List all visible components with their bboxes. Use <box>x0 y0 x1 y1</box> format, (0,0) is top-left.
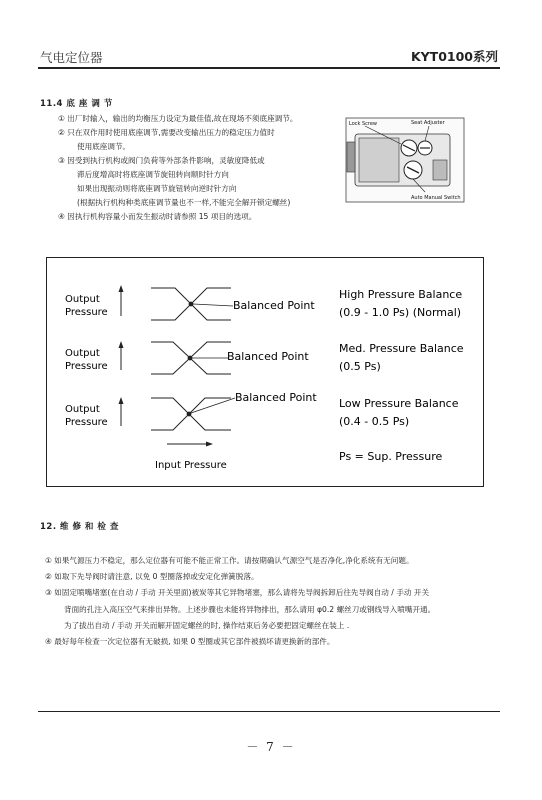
seat-adjuster-label: Seat Adjuster <box>411 120 445 126</box>
balance-range: (0.9 - 1.0 Ps) (Normal) <box>339 306 462 319</box>
balanced-point-label: Balanced Point <box>235 391 317 404</box>
section-12-body <box>45 553 435 650</box>
list-item: ① 出厂时输入，输出的均衡压力设定为最佳值,故在现场不须底座调节。 <box>58 114 298 123</box>
balance-range: (0.4 - 0.5 Ps) <box>339 415 410 428</box>
list-item: 为了拔出自动 / 手动 开关而解开固定螺丝的时, 操作结束后务必要把固定螺丝在装上 . <box>64 620 350 630</box>
balance-row-low <box>65 391 459 430</box>
list-item: ④ 最好每年检查一次定位器有无破损, 如果 0 型圈或其它部件被损坏请更换新的部件。 <box>45 637 335 647</box>
arrow-up-icon <box>119 397 124 404</box>
auto-manual-switch-label: Auto Manual Switch <box>411 195 461 201</box>
header-model: KYT0100系列 <box>410 49 498 64</box>
pressure-label: Pressure <box>65 417 108 428</box>
pressure-label: Pressure <box>65 307 108 318</box>
lock-screw-label: Lock Screw <box>349 121 378 127</box>
list-item: ① 如果气源压力不稳定，那么定位器有可能不能正常工作。请按期确认气源空气是否净化,净化系统有无问题。 <box>45 556 414 565</box>
balance-title: High Pressure Balance <box>339 288 463 301</box>
balanced-point-dot <box>188 356 193 361</box>
balance-row-med <box>65 341 464 374</box>
list-item: 背面的孔注入高压空气来排出异物。上述步骤也未能将异物排出，那么请用 φ0.2 螺丝刀或钢线导入喷嘴开通。 <box>64 604 436 614</box>
balance-range: (0.5 Ps) <box>339 360 381 373</box>
list-item: ② 只在双作用时使用底座调节,需要改变输出压力的稳定压力值时 <box>58 128 275 137</box>
header-series-title: 气电定位器 <box>40 50 103 65</box>
output-label: Output <box>65 404 100 415</box>
section-11-4-title: 11.4 底 座 调 节 <box>40 99 113 109</box>
list-item: 使用底座调节。 <box>77 142 131 151</box>
output-label: Output <box>65 294 100 305</box>
arrow-right-icon <box>206 442 213 447</box>
list-item: 滞后度增高时将底座调节旋钮转向顺时针方向 <box>77 170 229 179</box>
ps-note: Ps = Sup. Pressure <box>339 450 443 463</box>
section-11-4-body <box>58 112 297 224</box>
section-12-title: 12. 维 修 和 检 查 <box>40 522 119 532</box>
balance-diagram-box <box>46 257 484 487</box>
header-rule <box>38 67 500 69</box>
balance-row-high <box>65 285 462 320</box>
pointer-line <box>193 304 233 306</box>
arrow-up-icon <box>119 285 124 292</box>
list-item: (根据执行机构种类底座调节量也不一样,不能完全解开锁定螺丝) <box>77 198 291 207</box>
balanced-point-label: Balanced Point <box>227 350 309 363</box>
balance-diagram <box>47 258 483 486</box>
balanced-point-dot <box>187 412 192 417</box>
footer-rule <box>38 711 500 712</box>
list-item: ② 如取下先导阀时请注意, 以免 0 型圈落掉或安定化弹簧脱落。 <box>45 572 259 582</box>
balance-title: Med. Pressure Balance <box>339 342 464 355</box>
list-item: ④ 因执行机构容量小而发生振动时请参照 15 项目的选项。 <box>58 212 257 221</box>
pressure-label: Pressure <box>65 361 108 372</box>
balance-title: Low Pressure Balance <box>339 397 459 410</box>
input-pressure-label: Input Pressure <box>155 460 227 471</box>
list-item: ③ 如固定喷嘴堵塞(在自动 / 手动 开关里面)被炭等其它异物堵塞，那么请将先导阀拆卸后往先导阀自动 / 手动 开关 <box>45 588 430 598</box>
list-item: ③ 因受到执行机构或阀门负荷等外部条件影响，灵敏度降低或 <box>58 156 265 165</box>
balanced-point-label: Balanced Point <box>233 299 315 312</box>
seat-adjuster-figure <box>345 112 465 204</box>
output-label: Output <box>65 348 100 359</box>
page-number: － 7 － <box>246 740 296 754</box>
arrow-up-icon <box>119 341 124 348</box>
balanced-point-dot <box>189 302 194 307</box>
list-item: 如果出现振动则将底座调节旋钮转向逆时针方向 <box>77 184 237 193</box>
